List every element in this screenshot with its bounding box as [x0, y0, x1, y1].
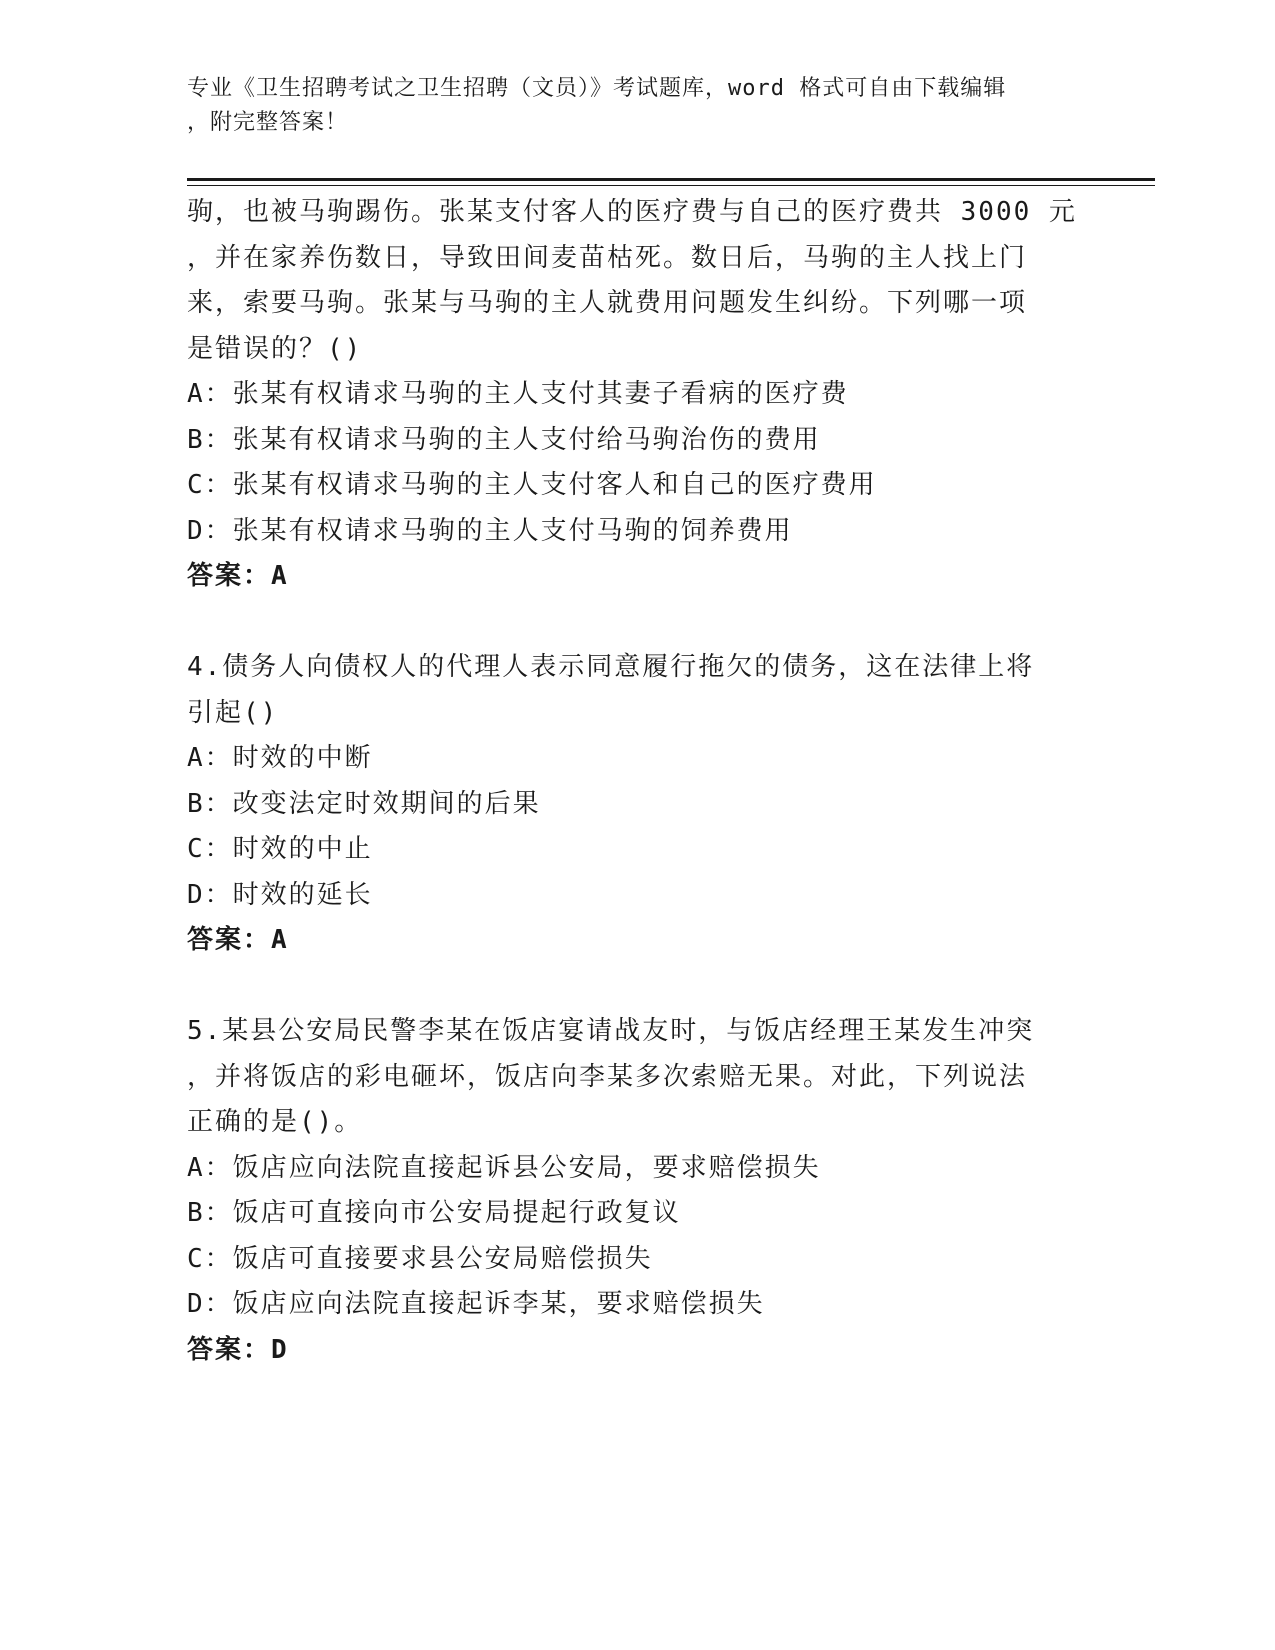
option-c: C：张某有权请求马驹的主人支付客人和自己的医疗费用	[187, 470, 877, 500]
question-stem-line: ，并在家养伤数日，导致田间麦苗枯死。数日后，马驹的主人找上门	[187, 242, 1028, 273]
header-title-line-2: ，附完整答案！	[187, 110, 349, 135]
option-c: C：时效的中止	[187, 834, 373, 864]
question-3	[187, 190, 1087, 600]
spacer	[187, 600, 1087, 646]
option-a: A：饭店应向法院直接起诉县公安局，要求赔偿损失	[187, 1152, 821, 1183]
option-b: B：改变法定时效期间的后果	[187, 788, 541, 819]
question-stem-line: 正确的是()。	[187, 1107, 363, 1137]
header-rule-thin	[187, 185, 1155, 186]
question-stem-line: 4.债务人向债权人的代理人表示同意履行拖欠的债务，这在法律上将	[187, 652, 1035, 682]
option-b: B：饭店可直接向市公安局提起行政复议	[187, 1198, 681, 1228]
question-5	[187, 1009, 1087, 1373]
answer: 答案：A	[187, 561, 289, 591]
header-title-line-1: 专业《卫生招聘考试之卫生招聘（文员）》考试题库，word 格式可自由下载编辑	[187, 76, 1007, 101]
option-c: C：饭店可直接要求县公安局赔偿损失	[187, 1243, 653, 1274]
spacer	[187, 964, 1087, 1010]
option-a: A：时效的中断	[187, 743, 373, 773]
document-header	[187, 72, 1067, 140]
question-stem-line: 引起()	[187, 697, 279, 728]
question-stem-line: 驹，也被马驹踢伤。张某支付客人的医疗费与自己的医疗费共 3000 元	[187, 197, 1077, 227]
answer: 答案：D	[187, 1334, 289, 1365]
option-d: D：饭店应向法院直接起诉李某，要求赔偿损失	[187, 1289, 765, 1319]
question-4	[187, 645, 1087, 964]
header-rule-thick	[187, 178, 1155, 181]
question-stem-line: ，并将饭店的彩电砸坏，饭店向李某多次索赔无果。对此，下列说法	[187, 1061, 1028, 1092]
option-d: D：时效的延长	[187, 879, 373, 910]
question-list	[187, 190, 1087, 1373]
question-stem-line: 5.某县公安局民警李某在饭店宴请战友时，与饭店经理王某发生冲突	[187, 1016, 1035, 1046]
option-a: A：张某有权请求马驹的主人支付其妻子看病的医疗费	[187, 379, 849, 409]
option-d: D：张某有权请求马驹的主人支付马驹的饲养费用	[187, 515, 793, 546]
question-stem-line: 来，索要马驹。张某与马驹的主人就费用问题发生纠纷。下列哪一项	[187, 288, 1028, 318]
answer: 答案：A	[187, 925, 289, 955]
question-stem-line: 是错误的？()	[187, 333, 363, 364]
option-b: B：张某有权请求马驹的主人支付给马驹治伤的费用	[187, 424, 821, 455]
